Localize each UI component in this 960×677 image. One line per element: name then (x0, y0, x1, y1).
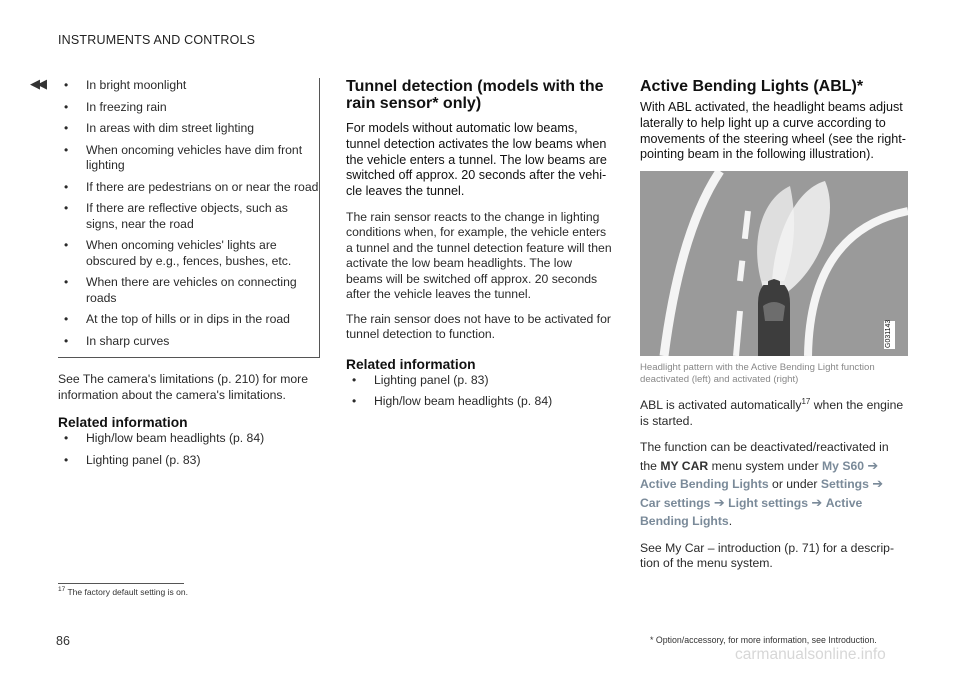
abl-lead: With ABL activated, the headlight beams adjust laterally to help light up a curve according to movements of the steering wheel (see the right- pointing beam in the following illustration). (640, 100, 906, 162)
related-list (346, 373, 612, 410)
related-link[interactable]: • High/low beam headlights (p. 84) (64, 431, 265, 445)
abl-paragraph: ABL is activated automatically$^{17}$ when the engine is started. (640, 397, 904, 428)
menu-path-mys60: My S60 (822, 458, 865, 473)
see-limitations-text: See The camera's limitations (p. 210) for more information about the camera's limitations. (58, 372, 309, 402)
related-heading: Related information (346, 356, 476, 372)
menu-path-light-settings: Light settings (728, 495, 809, 510)
footnote-divider (58, 583, 184, 584)
menu-path-abl-final: Active Bending Lights (640, 495, 863, 529)
tunnel-paragraph: The rain sensor does not have to be activated for tunnel detection to function. (346, 311, 611, 342)
related-link[interactable]: • Lighting panel (p. 83) (64, 452, 201, 467)
column-middle (346, 78, 612, 416)
related-link[interactable]: • Lighting panel (p. 83) (352, 372, 489, 387)
footnote: $^{17}$ The factory default setting is on. (58, 586, 188, 597)
related-heading: Related information (58, 415, 188, 430)
footnote-ref[interactable]: 17 (801, 397, 811, 406)
list-item: • When oncoming vehicles' lights are obscured by e.g., fences, bushes, etc. (64, 238, 292, 268)
arrow-right-icon: ➔ (811, 494, 823, 510)
section-heading-abl: Active Bending Lights (ABL)* (640, 78, 864, 95)
list-item: • At the top of hills or in dips in the road (64, 312, 290, 326)
arrow-right-icon: ➔ (713, 494, 725, 510)
list-item: • In freezing rain (64, 99, 167, 114)
list-item: • When oncoming vehicles have dim front lighting (64, 142, 303, 172)
list-item: • In bright moonlight (64, 78, 187, 92)
list-item: • In areas with dim street lighting (64, 121, 254, 135)
watermark: carmanualsonline.info (735, 646, 886, 663)
menu-path-abl: Active Bending Lights (640, 477, 769, 492)
arrow-right-icon: ➔ (872, 476, 884, 492)
running-header: INSTRUMENTS AND CONTROLS (58, 33, 256, 47)
abl-menu-paragraph: The function can be deactivated/reactivated in the MY CAR menu system under My S60 ➔ Active Bending Lights or under Settings ➔ Car settings ➔ Light settings ➔ Active Bending Lights. (640, 440, 889, 529)
option-footnote: * Option/accessory, for more information, see Introduction. (650, 635, 877, 645)
column-right (640, 78, 908, 163)
see-mycar-text: See My Car – introduction (p. 71) for a descrip- tion of the menu system. (640, 540, 895, 571)
list-item: • If there are pedestrians on or near the road (64, 179, 319, 194)
headlight-pattern-illustration (640, 171, 908, 356)
menu-path-settings: Settings (820, 477, 869, 492)
list-item: • If there are reflective objects, such as signs, near the road (64, 201, 288, 231)
figure-caption: Headlight pattern with the Active Bending Light function deactivated (left) and activated (right) (640, 362, 875, 385)
related-link[interactable]: • High/low beam headlights (p. 84) (352, 394, 553, 409)
conditions-box (58, 78, 320, 358)
list-item: • In sharp curves (64, 333, 170, 348)
page-number: 86 (56, 634, 70, 648)
list-item: • When there are vehicles on connecting roads (64, 275, 297, 305)
arrow-right-icon: ➔ (867, 457, 879, 473)
tunnel-paragraph: The rain sensor reacts to the change in lighting conditions when, for example, the vehicle enters a tunnel and the tunnel detection feature will then activate the low beam headlights. The low beams will be switched off approx. 20 seconds after the vehicle leaves the tunnel. (346, 209, 612, 302)
menu-path-car-settings: Car settings (640, 495, 711, 510)
figure-code-label: G031143 (885, 319, 892, 348)
section-heading-tunnel: Tunnel detection (models with the rain sensor* only) (346, 78, 604, 112)
menu-path-mycar: MY CAR (660, 458, 709, 473)
tunnel-lead: For models without automatic low beams, tunnel detection activates the low beams when the vehicle enters a tunnel. The low beams are switched off approx. 20 seconds after the vehi- cle leaves the tunnel. (346, 121, 607, 199)
road-illustration (640, 171, 908, 356)
conditions-list (58, 78, 319, 349)
abl-body (640, 362, 908, 572)
related-list (58, 431, 320, 468)
continued-marker-icon: ◀◀ (30, 76, 44, 91)
column-left (58, 78, 320, 474)
